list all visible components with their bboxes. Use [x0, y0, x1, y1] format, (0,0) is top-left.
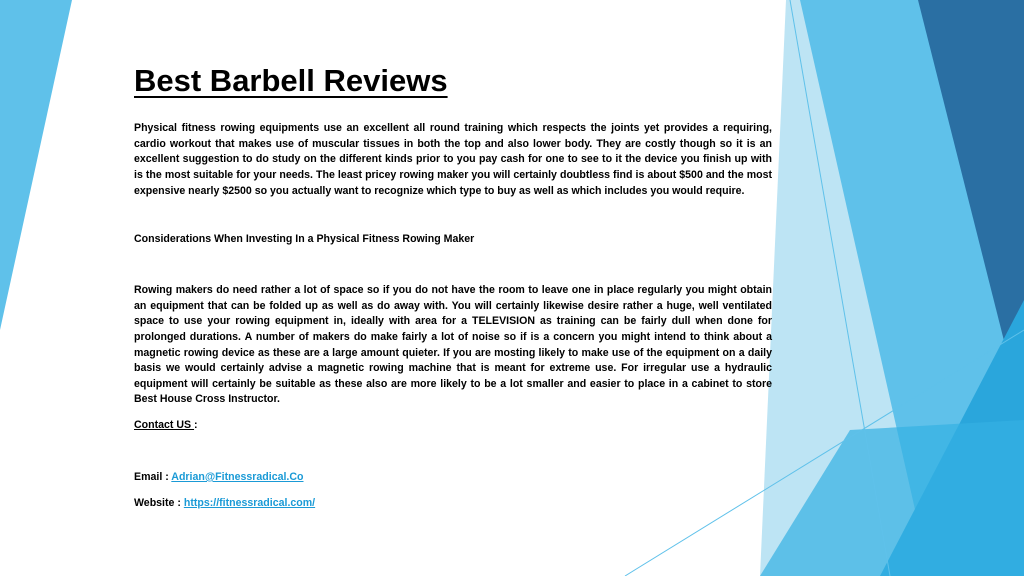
section-subheading: Considerations When Investing In a Physical Fitness Rowing Maker	[134, 233, 475, 246]
website-line	[134, 496, 772, 511]
website-label: Website :	[134, 496, 184, 509]
contact-heading-label: Contact US	[134, 418, 195, 431]
website-link[interactable]: https://fitnessradical.com/	[183, 496, 316, 509]
email-line	[134, 470, 772, 485]
left-accent-shape	[0, 0, 72, 330]
contact-heading	[134, 418, 772, 433]
intro-paragraph: Physical fitness rowing equipments use an excellent all round training which respects the joints yet provides a requiring, cardio workout that makes use of muscular tissues in both the top and also lower body. They are costly though so it is an excellent suggestion to do study on the different kinds prior to you pay cash for one to see to it the device you finish up with is the most suitable for your needs. The least pricey rowing maker you will certainly doubtless find is about $500 and the most expensive nearly $2500 so you actually want to recognize which type to buy as well as which includes you would require.	[134, 122, 772, 197]
page-title: Best Barbell Reviews	[134, 63, 448, 98]
contact-heading-colon: :	[194, 418, 198, 431]
email-link[interactable]: Adrian@Fitnessradical.Co	[171, 470, 304, 483]
slide-content	[134, 62, 772, 511]
email-label: Email :	[134, 470, 172, 483]
body-paragraph: Rowing makers do need rather a lot of space so if you do not have the room to leave one in place regularly you might obtain an equipment that can be folded up as well as do away with. You will certainly likewise desire rather a huge, well ventilated space to use your rowing equipment in, ideally with area for a TELEVISION as training can be fairly dull when done for prolonged durations. A number of makers do make fairly a lot of noise so if is a concern you might intend to think about a magnetic rowing device as these are a large amount quieter. If you are mosting likely to make use of the equipment on a daily basis we would certainly advise a magnetic rowing machine that is meant for extreme use. For irregular use a hydraulic equipment will certainly be suitable as these also are more likely to be a lot smaller and easier to place in a cabinet to store Best House Cross Instructor.	[134, 284, 772, 406]
